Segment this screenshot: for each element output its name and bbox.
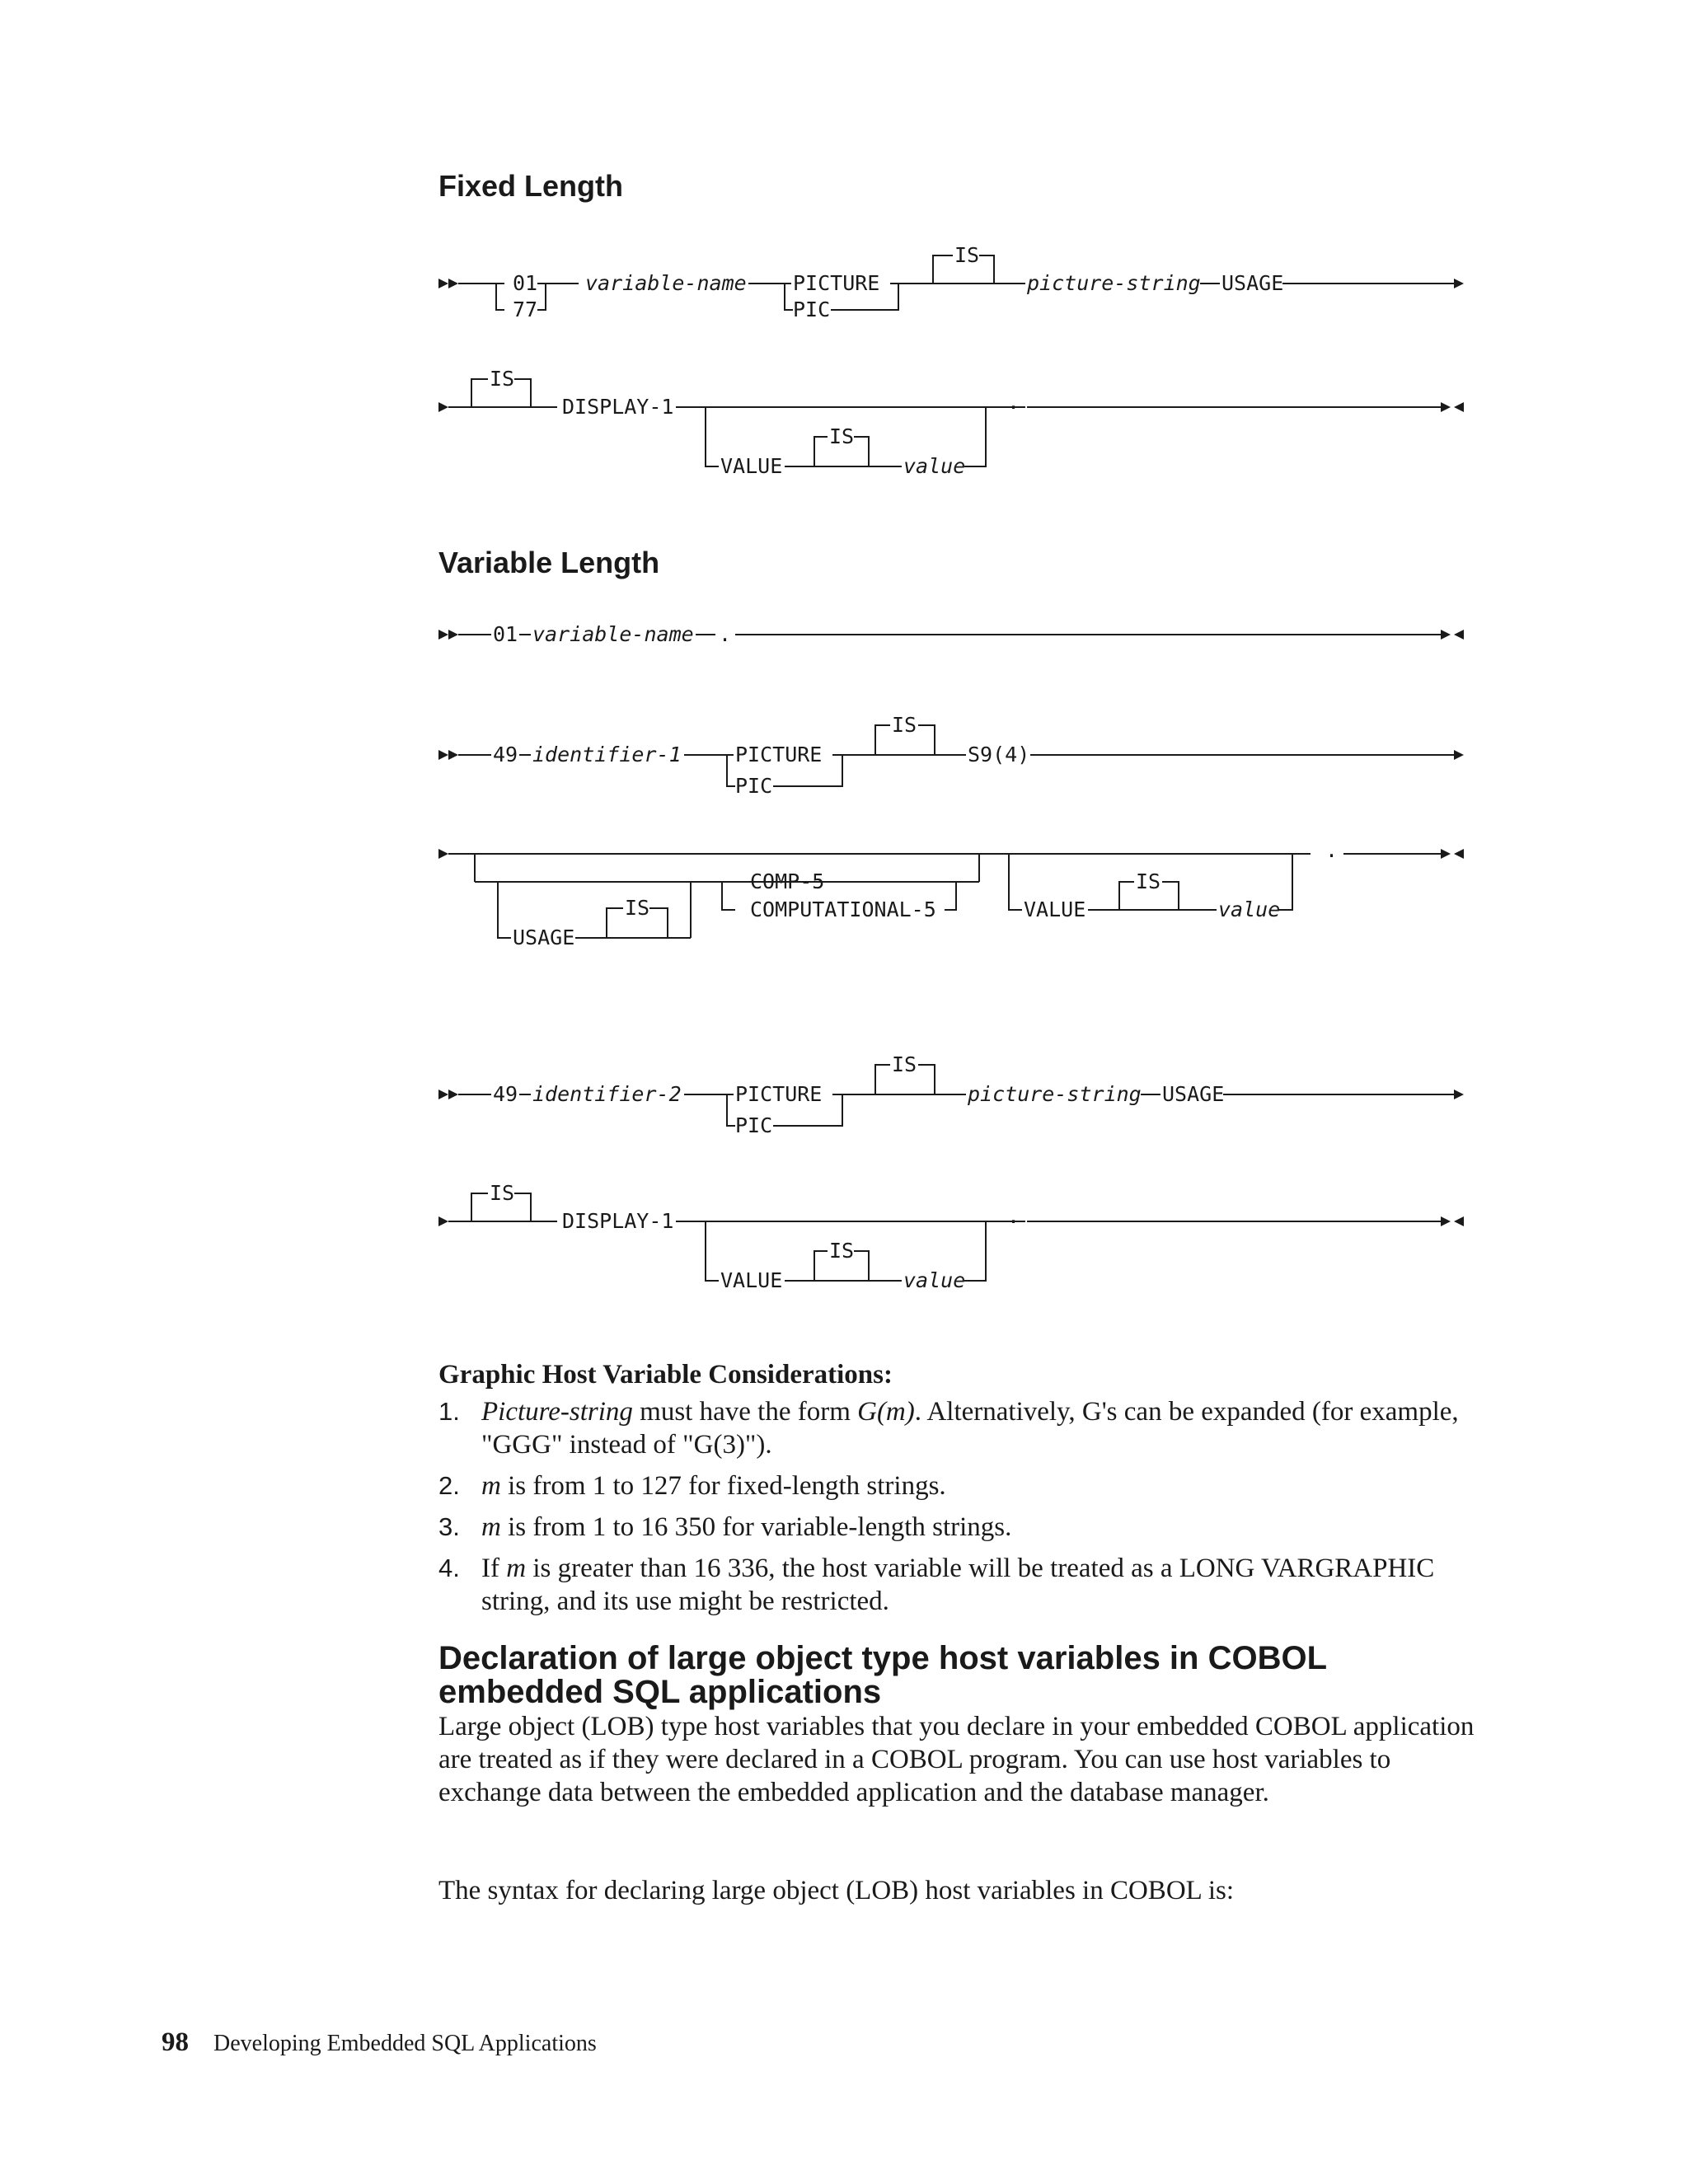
list-text: is from 1 to 16 350 for variable-length strings. <box>500 1512 1012 1542</box>
is-keyword: IS <box>892 1052 917 1076</box>
is-keyword: IS <box>892 713 917 737</box>
list-number: 1. <box>438 1397 460 1426</box>
list-number: 2. <box>438 1471 460 1500</box>
pic-keyword: PIC <box>735 774 773 798</box>
is-keyword: IS <box>625 896 650 920</box>
is-keyword: IS <box>490 1181 515 1205</box>
list-item <box>438 1511 1461 1544</box>
variable-length-diagram-line5 <box>429 1169 1484 1301</box>
display-1-keyword: DISPLAY-1 <box>562 1209 674 1233</box>
value-keyword: VALUE <box>720 454 783 478</box>
list-number: 4. <box>438 1554 460 1582</box>
identifier-2-label: identifier-2 <box>532 1082 682 1106</box>
italic-term: G(m) <box>857 1397 915 1427</box>
is-keyword: IS <box>1136 869 1161 893</box>
variable-name-label: variable-name <box>585 271 747 295</box>
pic-keyword: PIC <box>735 1113 773 1137</box>
variable-length-diagram-line3 <box>429 832 1484 972</box>
picture-string-label: picture-string <box>1027 271 1201 295</box>
considerations-list <box>438 1395 1461 1626</box>
list-text: must have the form <box>632 1397 858 1427</box>
period-terminator: . <box>1007 1204 1020 1228</box>
variable-name-label: variable-name <box>532 622 694 646</box>
list-item <box>438 1469 1461 1502</box>
is-keyword: IS <box>490 367 515 391</box>
level-77-label: 77 <box>513 298 538 321</box>
variable-length-heading: Variable Length <box>438 546 660 579</box>
italic-term: m <box>481 1471 501 1501</box>
picture-keyword: PICTURE <box>735 1082 823 1106</box>
period-terminator: . <box>1007 390 1020 414</box>
list-text: is greater than 16 336, the host variable will be treated as a LONG VARGRAPHIC string, and its use might be restricted. <box>481 1554 1435 1616</box>
footer-title: Developing Embedded SQL Applications <box>213 2031 597 2056</box>
usage-keyword: USAGE <box>1221 271 1284 295</box>
level-01-label: 01 <box>493 622 518 646</box>
value-variable: value <box>903 454 966 478</box>
s94-picture: S9(4) <box>968 743 1030 766</box>
is-keyword: IS <box>829 424 855 448</box>
fixed-length-heading: Fixed Length <box>438 169 623 203</box>
computational-5-keyword: COMPUTATIONAL-5 <box>750 898 936 921</box>
list-text: If <box>481 1554 507 1583</box>
considerations-title: Graphic Host Variable Considerations: <box>438 1360 893 1390</box>
variable-length-diagram-line1 <box>429 610 1484 659</box>
pic-keyword: PIC <box>793 298 831 321</box>
list-text: . Alternatively, G's can be expanded (for example, "GGG" instead of "G(3)"). <box>481 1397 1459 1460</box>
fixed-length-diagram-line1 <box>429 237 1484 330</box>
list-item <box>438 1552 1461 1618</box>
is-keyword: IS <box>954 243 980 267</box>
variable-length-diagram-line2 <box>429 709 1484 808</box>
value-variable: value <box>1218 898 1281 921</box>
lob-paragraph-2: The syntax for declaring large object (LOB) host variables in COBOL is: <box>438 1876 1235 1905</box>
level-01-label: 01 <box>513 271 538 295</box>
picture-string-label: picture-string <box>968 1082 1142 1106</box>
page-number: 98 <box>162 2027 189 2057</box>
level-49-label: 49 <box>493 1082 518 1106</box>
is-keyword: IS <box>829 1239 855 1263</box>
period-terminator: . <box>1325 838 1339 862</box>
lob-section-heading: Declaration of large object type host variables in COBOL embedded SQL applications <box>438 1640 1327 1710</box>
comp-5-keyword: COMP-5 <box>750 869 825 893</box>
value-keyword: VALUE <box>1024 898 1086 921</box>
fixed-length-diagram-line2 <box>429 354 1484 486</box>
display-1-keyword: DISPLAY-1 <box>562 395 674 419</box>
italic-term: Picture-string <box>481 1397 633 1427</box>
list-text: is from 1 to 127 for fixed-length strings. <box>500 1471 946 1501</box>
picture-keyword: PICTURE <box>793 271 880 295</box>
italic-term: m <box>481 1512 501 1542</box>
level-49-label: 49 <box>493 743 518 766</box>
list-number: 3. <box>438 1512 460 1541</box>
picture-keyword: PICTURE <box>735 743 823 766</box>
period-terminator: . <box>719 622 732 646</box>
usage-keyword: USAGE <box>1162 1082 1225 1106</box>
value-keyword: VALUE <box>720 1268 783 1292</box>
page-footer <box>162 2027 597 2058</box>
usage-keyword: USAGE <box>513 926 575 949</box>
list-item <box>438 1395 1461 1461</box>
lob-paragraph-1: Large object (LOB) type host variables that you declare in your embedded COBOL application are treated as if they were declared in a COBOL program. You can use host variables to exchange data between the embedded application and the database manager. <box>438 1712 1475 1807</box>
identifier-1-label: identifier-1 <box>532 743 682 766</box>
value-variable: value <box>903 1268 966 1292</box>
variable-length-diagram-line4 <box>429 1048 1484 1147</box>
italic-term: m <box>506 1554 527 1583</box>
